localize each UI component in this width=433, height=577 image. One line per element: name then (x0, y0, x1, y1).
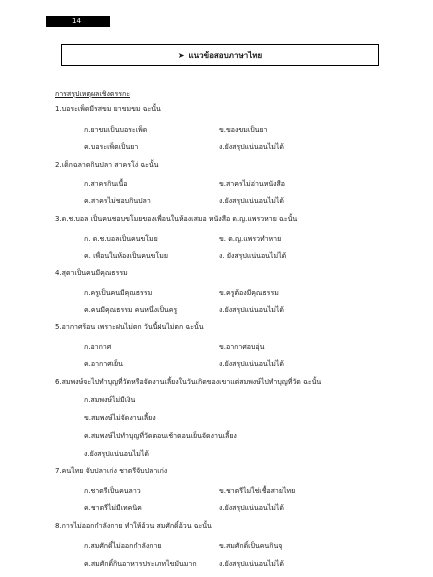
q3-option-b: ข. ด.ญ.แพรวทำหาย (219, 235, 282, 243)
q6-option-a: ก.สมพงษ์ไม่มีเงิน (84, 396, 136, 404)
q7-option-b: ข.ชาตรีไม่ใช่เชื้อสายไทย (219, 487, 296, 495)
page-number: 14 (46, 16, 110, 27)
question-4: 4.สุดาเป็นคนมีคุณธรรม (55, 269, 128, 277)
q8-option-a: ก.สมศักดิ์ไม่ออกกำลังกาย (84, 542, 162, 550)
q3-option-c: ค. เพื่อนในห้องเป็นคนขโมย (84, 252, 168, 260)
page-title: แนวข้อสอบภาษาไทย (188, 50, 263, 60)
question-7: 7.คนไทย จับปลาเก่ง ชาตรีจับปลาเก่ง (55, 467, 168, 475)
q3-option-a: ก. ด.ช.บอลเป็นคนขโมย (84, 235, 158, 243)
question-2: 2.เด็กฉลาดกินปลา สาครโง่ ฉะนั้น (55, 161, 159, 169)
arrow-icon: ➤ (177, 50, 185, 60)
q5-option-a: ก.อากาศ (84, 343, 112, 351)
question-1: 1.บอระเพ็ดมีรสขม ยาขมขม ฉะนั้น (55, 105, 161, 113)
q1-option-b: ข.ของขมเป็นยา (219, 126, 268, 134)
q2-option-c: ค.สาครไม่ชอบกินปลา (84, 197, 151, 205)
q5-option-b: ข.อากาศอบอุ่น (219, 343, 265, 351)
q4-option-b: ข.ครูต้องมีคุณธรรม (219, 289, 279, 297)
q4-option-c: ค.คนมีคุณธรรม คนหนึ่งเป็นครู (84, 306, 178, 314)
question-8: 8.การไม่ออกกำลังกาย ทำให้อ้วน สมศักดิ์อ้วน ฉะนั้น (55, 522, 212, 530)
q2-option-b: ข.สาครไม่อ่านหนังสือ (219, 180, 286, 188)
q7-option-d: ง.ยังสรุปแน่นอนไม่ได้ (219, 504, 284, 512)
q2-option-d: ง.ยังสรุปแน่นอนไม่ได้ (219, 197, 284, 205)
q5-option-d: ง.ยังสรุปแน่นอนไม่ได้ (219, 360, 284, 368)
q7-option-c: ค.ชาตรีไม่มีเทคนิค (84, 504, 142, 512)
q3-option-d: ง. ยังสรุปแน่นอนไม่ได้ (219, 252, 287, 260)
q2-option-a: ก.สาครกินเนื้อ (84, 180, 128, 188)
section-heading: การสรุปเหตุผลเชิงตรรกะ (55, 90, 130, 98)
q6-option-c: ค.สมพงษ์ไปทำบุญที่วัดตอนเช้าตอนเย็นจัดงานเลี้ยง (84, 432, 237, 440)
q8-option-b: ข.สมศักดิ์เป็นคนกินจุ (219, 542, 283, 550)
q8-option-c: ค.สมศักดิ์กินอาหารประเภทไขมันมาก (84, 560, 197, 568)
q5-option-c: ค.อากาศเย็น (84, 360, 123, 368)
q4-option-a: ก.ครูเป็นคนมีคุณธรรม (84, 289, 153, 297)
q7-option-a: ก.ชาตรีเป็นคนลาว (84, 487, 141, 495)
question-3: 3.ด.ช.บอล เป็นคนชอบขโมยของเพื่อนในห้องเสมอ หนังสือ ด.ญ.แพรวหาย ฉะนั้น (55, 215, 298, 223)
question-5: 5.อากาศร้อน เพราะฝนไม่ตก วันนี้ฝนไม่ตก ฉะนั้น (55, 323, 204, 331)
question-6: 6.สมพงษ์จะไปทำบุญที่วัดหรือจัดงานเลี้ยงในวันเกิดของเขาแต่สมพงษ์ไปทำบุญที่วัด ฉะนั้น (55, 378, 322, 386)
title-box (61, 44, 379, 66)
q6-option-b: ข.สมพงษ์ไม่จัดงานเลี้ยง (84, 414, 156, 422)
q8-option-d: ง.ยังสรุปแน่นอนไม่ได้ (219, 560, 284, 568)
q4-option-d: ง.ยังสรุปแน่นอนไม่ได้ (219, 306, 284, 314)
q6-option-d: ง.ยังสรุปแน่นอนไม่ได้ (84, 450, 149, 458)
q1-option-a: ก.ยาขมเป็นบอระเพ็ด (84, 126, 148, 134)
q1-option-d: ง.ยังสรุปแน่นอนไม่ได้ (219, 143, 284, 151)
q1-option-c: ค.บอระเพ็ดเป็นยา (84, 143, 139, 151)
